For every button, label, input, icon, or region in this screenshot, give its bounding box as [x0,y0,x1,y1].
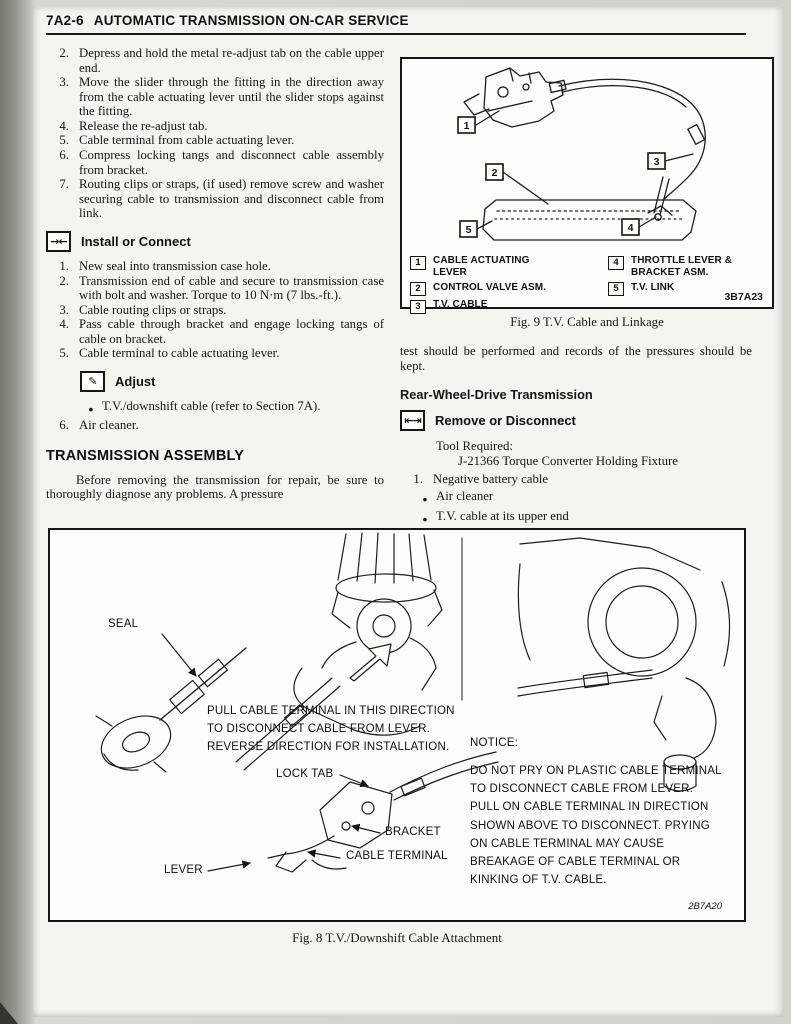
step-number: 1. [59,258,69,273]
step-text: Transmission end of cable and secure to transmission case with bolt and washer. Torque to 10 N·m (7 lbs.-ft.). [79,273,384,303]
legend-key-box: 2 [410,282,426,296]
callout-1: 1 [463,120,470,132]
fig9-illustration-box [400,57,774,312]
bullet-icon [414,509,436,527]
notice-block [470,734,722,889]
step-text: Routing clips or straps, (if used) remove screw and washer securing cable to transmission and disconnect cable from link. [79,177,384,221]
legend-column-left [410,255,608,312]
install-connect-icon: →← [46,231,71,252]
step-text: Air cleaner. [79,417,139,432]
pull-line: TO DISCONNECT CABLE FROM LEVER. [207,723,431,736]
bullet-item [414,509,752,527]
continuation-paragraph: test should be performed and records of the pressures should be kept. [400,344,752,374]
lock-tab-label: LOCK TAB [276,768,334,780]
bullet-icon [80,399,102,417]
step-number: 3. [59,75,69,90]
procedure-step [46,133,384,148]
fig9-lineart [464,68,705,240]
step-number: 1. [413,472,423,487]
fig9-part-code: 3B7A23 [724,291,763,303]
step-number: 4. [59,118,69,133]
callout-2: 2 [491,167,498,179]
step-text: Negative battery cable [433,472,549,487]
procedure-step [46,259,384,274]
legend-item [410,255,608,279]
step-number: 2. [59,46,69,60]
pull-line: REVERSE DIRECTION FOR INSTALLATION. [207,741,450,754]
notice-line: BREAKAGE OF CABLE TERMINAL OR [470,855,681,868]
legend-item [410,299,608,314]
adjust-heading-label: Adjust [115,373,156,389]
step-number: 5. [59,346,69,361]
legend-label: CONTROL VALVE ASM. [433,281,547,293]
legend-label: T.V. LINK [631,281,675,293]
left-column [46,46,384,528]
notice-line: ON CABLE TERMINAL MAY CAUSE [470,837,665,850]
procedure-step [46,119,384,134]
procedure-step [46,303,384,318]
rwd-subheading: Rear-Wheel-Drive Transmission [400,386,593,402]
fig9-callouts [458,117,665,237]
pull-instruction-text [207,702,455,756]
step-text: Cable terminal from cable actuating lever. [79,133,295,148]
step-number: 4. [59,317,69,332]
tool-required-label: Tool Required: [436,438,513,453]
page-corner-shadow [0,1002,18,1024]
procedure-step [46,148,384,177]
tool-name: J-21366 Torque Converter Holding Fixture [458,454,678,469]
notice-line: KINKING OF T.V. CABLE. [470,874,607,887]
step-number: 6. [59,148,69,163]
page-title: AUTOMATIC TRANSMISSION ON-CAR SERVICE [93,13,409,28]
bullet-text: T.V. cable at its upper end [436,508,569,523]
section-heading: TRANSMISSION ASSEMBLY [46,447,245,464]
step-text: Cable routing clips or straps. [79,302,227,317]
step-number: 2. [59,273,69,288]
install-heading-label: Install or Connect [81,233,191,249]
notice-line: SHOWN ABOVE TO DISCONNECT. PRYING [470,819,710,832]
lever-label: LEVER [164,864,203,876]
callout-4: 4 [627,222,634,234]
procedure-step [400,472,752,487]
step-text: Depress and hold the metal re-adjust tab on the cable upper end. [79,46,384,75]
section-paragraph: Before removing the transmission for repair, be sure to thoroughly diagnose any problems. A pressure [46,472,384,502]
legend-key-box: 3 [410,300,426,314]
bullet-text: Air cleaner [436,488,494,503]
procedure-step [46,75,384,119]
notice-line: TO DISCONNECT CABLE FROM LEVER. [470,783,694,796]
legend-label: THROTTLE LEVER & BRACKET ASM. [631,255,733,278]
procedure-step [46,46,384,75]
install-or-connect-heading [46,231,384,252]
right-column [400,46,774,528]
right-column-text [400,344,752,527]
callout-5: 5 [465,224,472,236]
cable-terminal-label: CABLE TERMINAL [346,850,448,862]
fig8-caption: Fig. 8 T.V./Downshift Cable Attachment [292,930,502,945]
step-text: Compress locking tangs and disconnect cable assembly from bracket. [79,148,384,177]
two-column-body [46,46,774,528]
page-number: 7A2-6 [46,13,84,28]
fig9-caption: Fig. 9 T.V. Cable and Linkage [510,315,664,329]
legend-key-box: 1 [410,256,426,270]
fig9-legend [402,251,772,312]
step-text: Pass cable through bracket and engage locking tangs of cable on bracket. [79,317,384,346]
bullet-item [414,489,752,507]
adjust-heading [80,371,384,392]
procedure-step [46,346,384,361]
remove-or-disconnect-heading [400,410,752,431]
remove-disconnect-icon: ⇤⇥ [400,410,425,431]
step-text: Cable terminal to cable actuating lever. [79,346,280,361]
callout-3: 3 [653,156,660,168]
bullet-text: T.V./downshift cable (refer to Section 7A). [102,398,321,413]
notice-line: PULL ON CABLE TERMINAL IN DIRECTION [470,801,709,814]
procedure-step [46,177,384,221]
fig9-drawing [402,61,772,253]
procedure-step [46,274,384,303]
bullet-item [80,399,384,417]
legend-item [608,255,766,279]
step-number: 3. [59,302,69,317]
step-number: 5. [59,133,69,148]
seal-label: SEAL [108,618,139,630]
pull-line: PULL CABLE TERMINAL IN THIS DIRECTION [207,705,455,717]
fig8-illustration-box [48,528,746,922]
legend-key-box: 4 [608,256,624,270]
bullet-icon [414,489,436,507]
notice-line: DO NOT PRY ON PLASTIC CABLE TERMINAL [470,765,722,778]
adjust-pencil-icon: ✎ [80,371,105,392]
step-text: Move the slider through the fitting in the direction away from the cable actuating lever until the slider stops against the fitting. [79,75,384,119]
page-header [46,13,746,35]
bracket-label: BRACKET [385,826,441,838]
legend-key-box: 5 [608,282,624,296]
step-text: New seal into transmission case hole. [79,258,271,273]
legend-label: CABLE ACTUATING LEVER [433,255,530,278]
step-number: 7. [59,177,69,192]
remove-heading-label: Remove or Disconnect [435,412,576,428]
procedure-step [46,418,384,433]
fig8-part-code: 2B7A20 [688,901,722,912]
legend-label: T.V. CABLE [433,299,488,311]
procedure-step [46,317,384,346]
step-text: Release the re-adjust tab. [79,118,208,133]
step-number: 6. [59,417,69,432]
legend-item [410,282,608,297]
notice-title: NOTICE: [470,737,519,749]
